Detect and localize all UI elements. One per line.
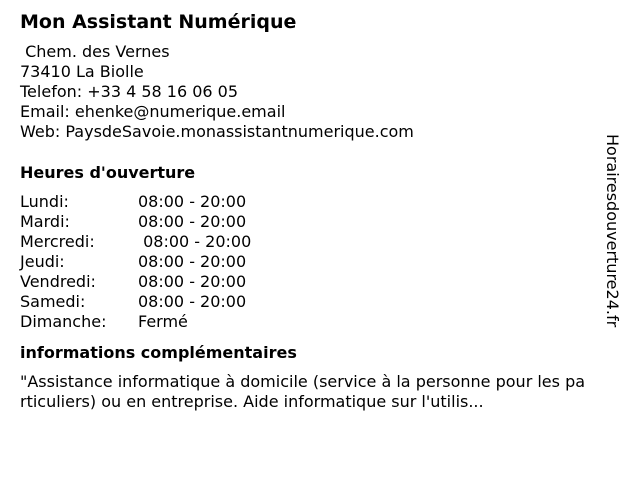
additional-info-heading: informations complémentaires [20,343,297,362]
hours-time: 08:00 - 20:00 [138,292,247,311]
opening-hours-table [20,192,251,332]
hours-day: Lundi: [20,192,69,211]
hours-row [20,252,251,272]
web-line: Web: PaysdeSavoie.monassistantnumerique.com [20,122,414,141]
hours-day: Dimanche: [20,312,107,331]
address-city: 73410 La Biolle [20,62,144,81]
hours-time: 08:00 - 20:00 [138,232,252,251]
hours-time: 08:00 - 20:00 [138,252,247,271]
address-street: Chem. des Vernes [20,42,170,61]
hours-time: 08:00 - 20:00 [138,212,247,231]
hours-row [20,192,251,212]
hours-row [20,232,251,252]
hours-row [20,312,251,332]
business-name: Mon Assistant Numérique [20,11,297,33]
hours-time: 08:00 - 20:00 [138,272,247,291]
hours-time: 08:00 - 20:00 [138,192,247,211]
additional-info-text: "Assistance informatique à domicile (service à la personne pour les particuliers) ou en entreprise. Aide informatique sur l'utilis... [20,372,586,411]
site-watermark: Horairesdouverture24.fr [603,134,622,328]
hours-row [20,272,251,292]
phone-line: Telefon: +33 4 58 16 06 05 [20,82,239,101]
hours-day: Mardi: [20,212,70,231]
contact-block [20,42,600,142]
opening-hours-heading: Heures d'ouverture [20,163,196,182]
hours-time: Fermé [138,312,188,331]
hours-row [20,292,251,312]
hours-day: Vendredi: [20,272,96,291]
hours-day: Jeudi: [20,252,65,271]
hours-day: Samedi: [20,292,86,311]
email-line: Email: ehenke@numerique.email [20,102,286,121]
hours-day: Mercredi: [20,232,95,251]
business-card [20,10,600,412]
hours-row [20,212,251,232]
